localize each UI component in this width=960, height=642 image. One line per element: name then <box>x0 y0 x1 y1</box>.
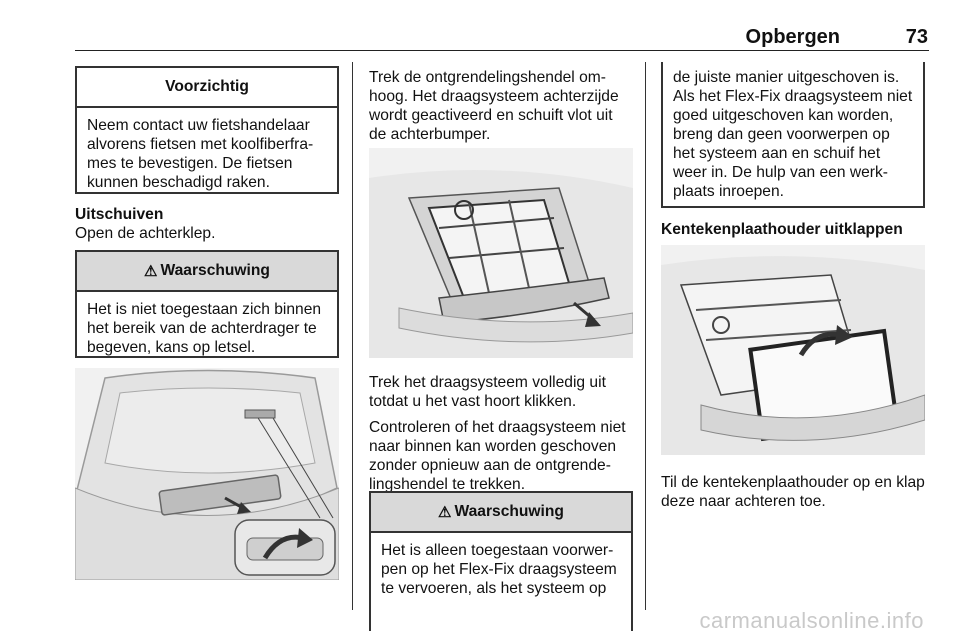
section-title-uitschuiven: Uitschuiven <box>75 206 164 223</box>
caution-box <box>75 66 339 194</box>
illustration-tailgate-lever <box>75 368 339 580</box>
warning-title: Waarschuwing <box>454 503 564 520</box>
warning-header <box>371 493 631 533</box>
warning-triangle-icon: ⚠ <box>438 504 452 521</box>
warning-body: Het is alleen toegestaan voorwerpen op het Flex-Fix draagsysteem te vervoeren, als het systeem op <box>381 542 617 597</box>
warning-triangle-icon: ⚠ <box>144 263 158 280</box>
text-check-carrier: Controleren of het draagsysteem niet naar binnen kan worden geschoven zonder opnieuw aan de ontgrendelingshendel te trekken. <box>369 419 626 493</box>
text-pull-carrier: Trek het draagsysteem volledig uit totdat u het vast hoort klikken. <box>369 374 606 410</box>
page-number: 73 <box>905 26 928 48</box>
header-rule <box>75 50 929 51</box>
section-text-open: Open de achterklep. <box>75 225 216 242</box>
warning-body: Het is niet toegestaan zich binnen het bereik van de achterdrager te begeven, kans op letsel. <box>87 301 322 356</box>
warning-box-2 <box>369 491 633 631</box>
warning-box-2-continued <box>661 62 925 208</box>
caution-title: Voorzichtig <box>77 68 337 108</box>
warning-box-1 <box>75 250 339 358</box>
watermark-text: carmanualsonline.info <box>699 608 924 633</box>
warning-title: Waarschuwing <box>160 262 270 279</box>
column-divider-2 <box>645 62 646 610</box>
page-header-title: Opbergen <box>745 26 840 48</box>
caution-body: Neem contact uw fietshandelaar alvorens fietsen met koolfiberframes te bevestigen. De fietsen kunnen beschadigd raken. <box>87 117 314 191</box>
text-lift-plate-holder: Til de kentekenplaathouder op en klap deze naar achteren toe. <box>661 474 925 510</box>
column-divider-1 <box>352 62 353 610</box>
illustration-carrier-extend <box>369 148 633 358</box>
warning-header <box>77 252 337 292</box>
text-release-lever: Trek de ontgrendelingshendel omhoog. Het draagsysteem achterzijde wordt geactiveerd en schuift vlot uit de achterbumper. <box>369 69 619 143</box>
section-title-license-plate: Kentekenplaathouder uitklappen <box>661 221 903 238</box>
warning-body-continued: de juiste manier uitgeschoven is. Als het Flex-Fix draagsysteem niet goed uitgeschoven kan worden, breng dan geen voorwerpen op het systeem aan en schuif het weer in. De hulp van een werkplaats inroepen. <box>673 69 913 200</box>
illustration-license-plate-holder <box>661 245 925 455</box>
